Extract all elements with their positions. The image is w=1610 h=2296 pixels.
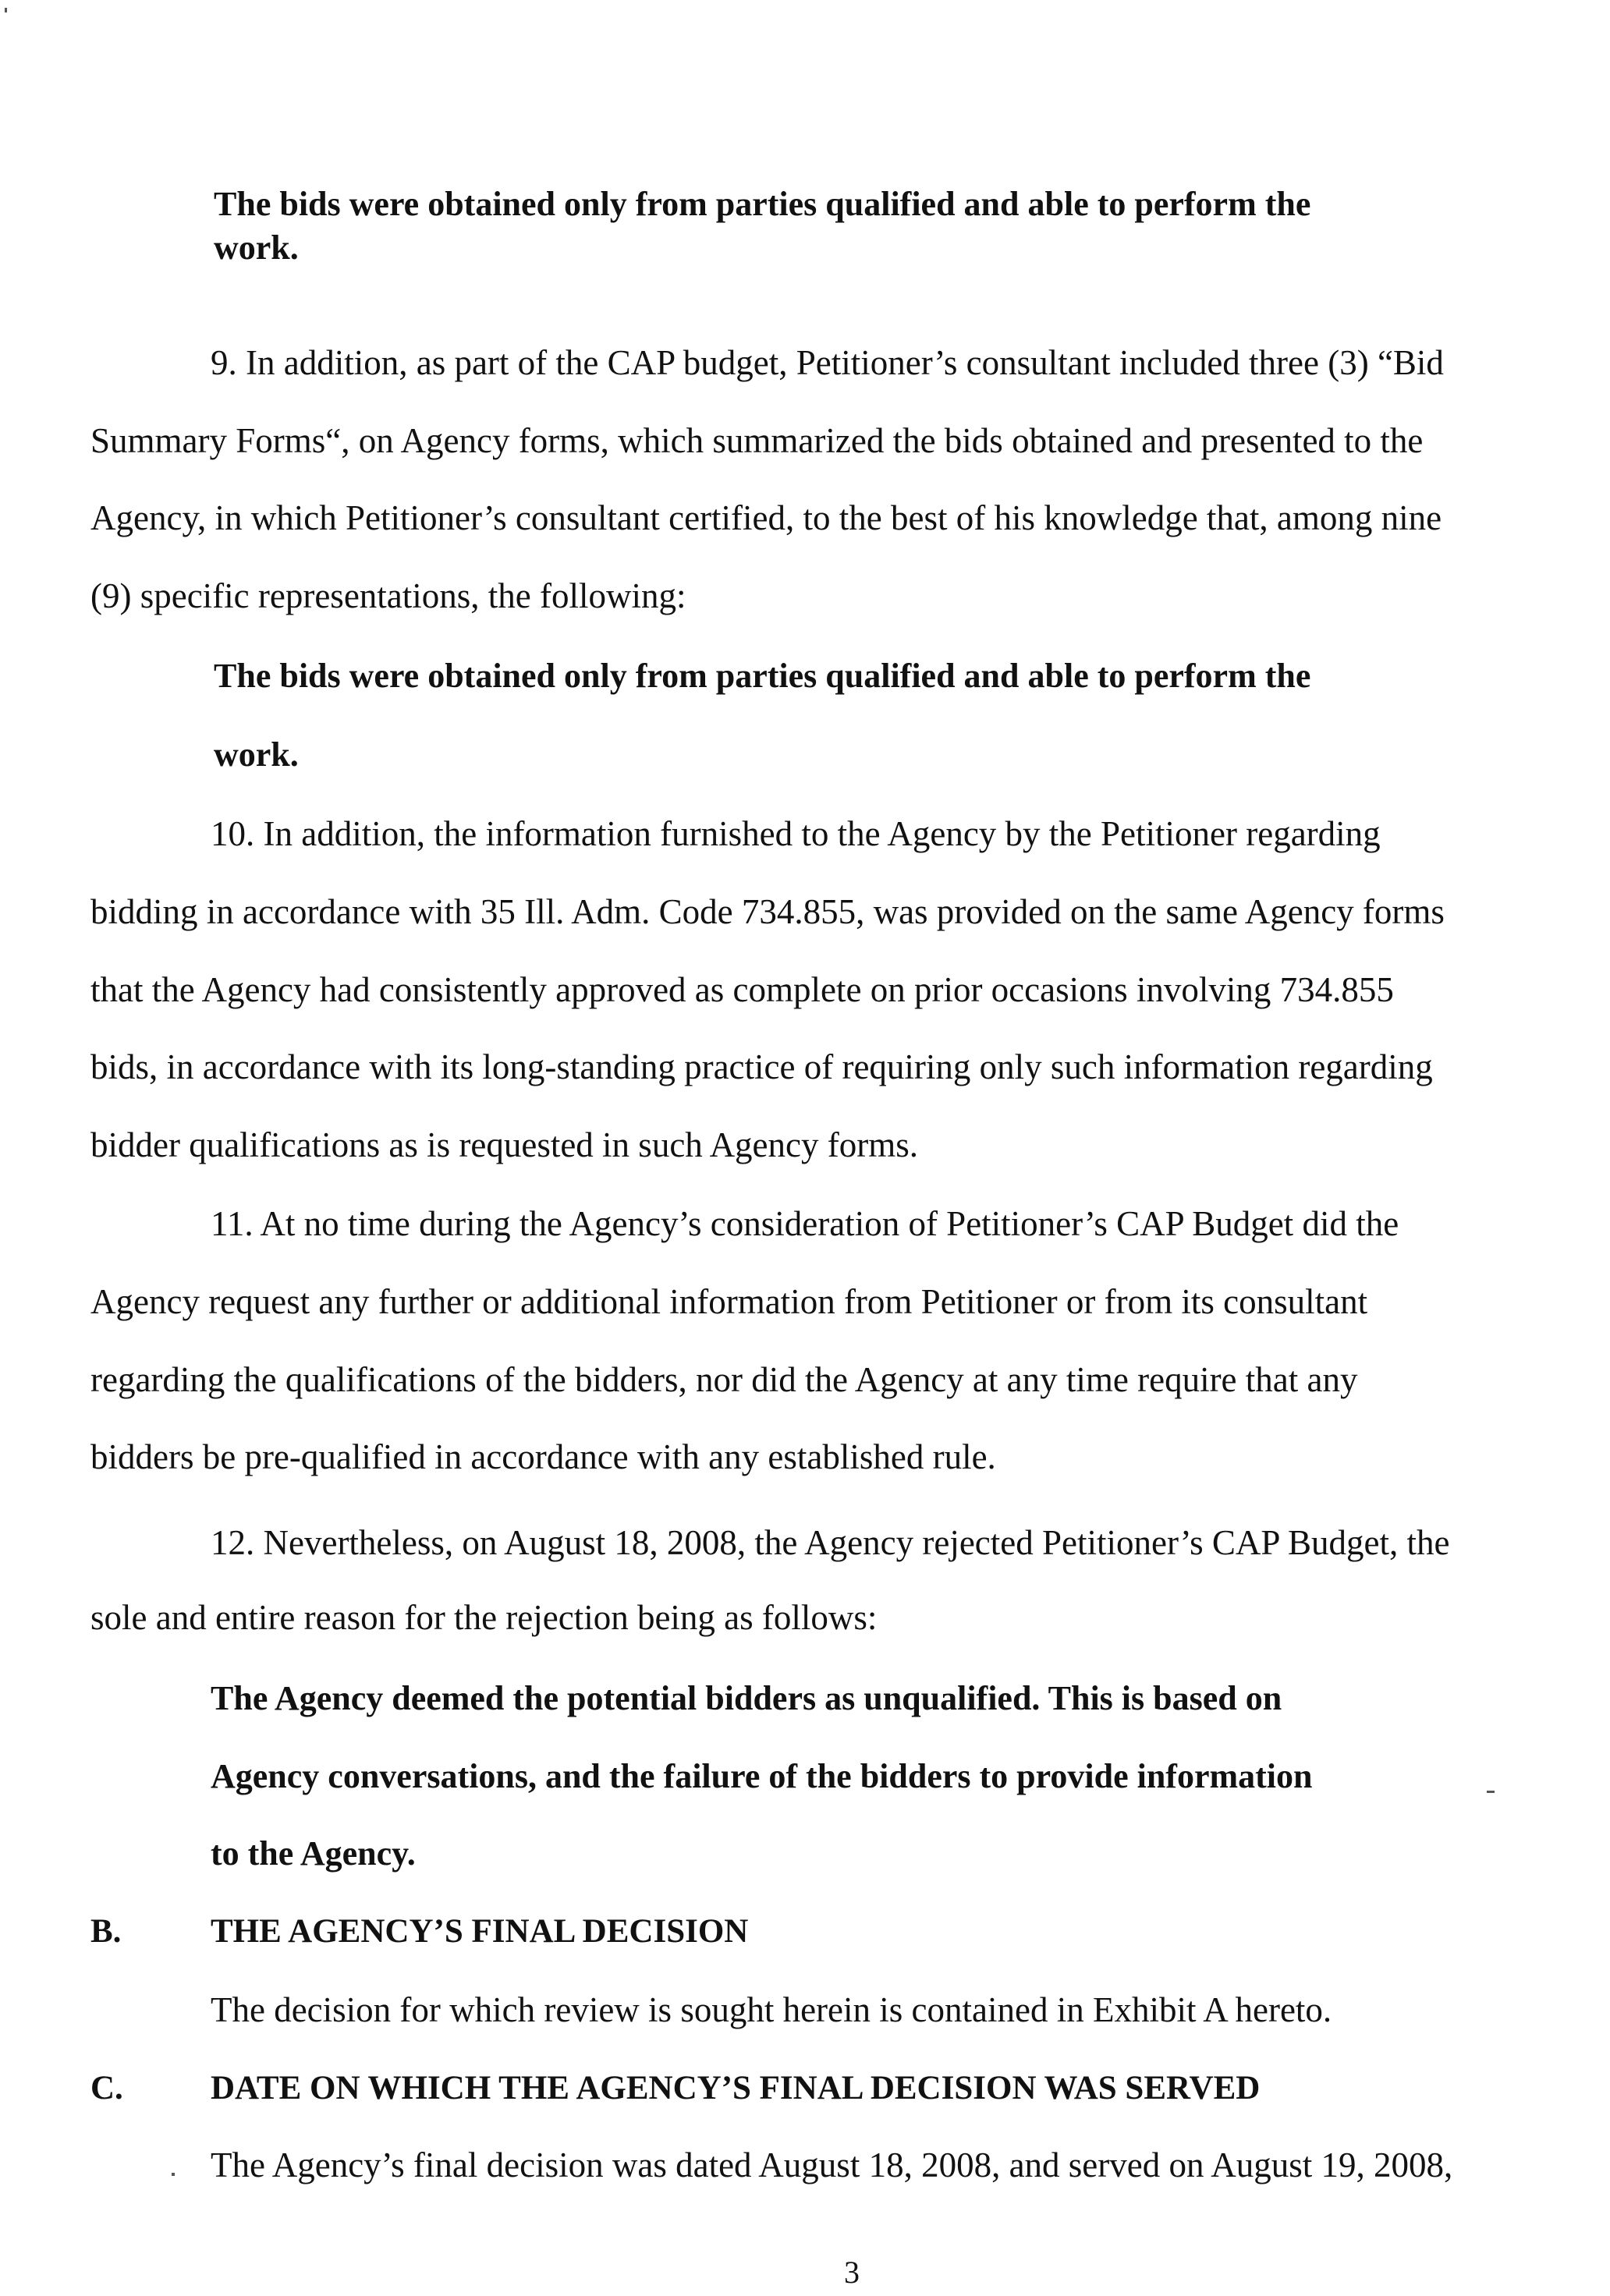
paragraph-11-line-2: Agency request any further or additional information from Petitioner or from its consultant [90, 1282, 1368, 1321]
paragraph-11-line-3: regarding the qualifications of the bidders, nor did the Agency at any time require that any [90, 1360, 1358, 1399]
quote-3-line-1: The Agency deemed the potential bidders as unqualified. This is based on [211, 1679, 1282, 1717]
scan-speck [5, 8, 7, 12]
quote-3-line-3: to the Agency. [211, 1834, 416, 1873]
section-b-heading: THE AGENCY’S FINAL DECISION [211, 1913, 749, 1950]
scan-speck [172, 2173, 175, 2176]
scan-speck [1487, 1791, 1495, 1793]
paragraph-10-line-3: that the Agency had consistently approved as complete on prior occasions involving 734.855 [90, 970, 1394, 1009]
quote-2-line-2: work. [214, 735, 299, 774]
paragraph-9-line-4: (9) specific representations, the following: [90, 576, 686, 615]
paragraph-10-line-1: 10. In addition, the information furnished to the Agency by the Petitioner regarding [211, 814, 1381, 853]
paragraph-11-line-4: bidders be pre-qualified in accordance with any established rule. [90, 1437, 996, 1476]
paragraph-12-line-2: sole and entire reason for the rejection being as follows: [90, 1598, 878, 1637]
quote-1-line-2: work. [214, 229, 299, 267]
section-c-heading: DATE ON WHICH THE AGENCY’S FINAL DECISION WAS SERVED [211, 2070, 1261, 2106]
section-c-body: The Agency’s final decision was dated August 18, 2008, and served on August 19, 2008, [211, 2145, 1453, 2184]
paragraph-10-line-2: bidding in accordance with 35 Ill. Adm. Code 734.855, was provided on the same Agency forms [90, 892, 1445, 931]
paragraph-10-line-5: bidder qualifications as is requested in such Agency forms. [90, 1125, 918, 1164]
paragraph-12-line-1: 12. Nevertheless, on August 18, 2008, the Agency rejected Petitioner’s CAP Budget, the [211, 1523, 1450, 1562]
paragraph-9-line-2: Summary Forms“, on Agency forms, which summarized the bids obtained and presented to the [90, 421, 1424, 460]
paragraph-9-line-3: Agency, in which Petitioner’s consultant certified, to the best of his knowledge that, among nine [90, 498, 1442, 537]
paragraph-9-line-1: 9. In addition, as part of the CAP budget, Petitioner’s consultant included three (3) “Bid [211, 343, 1444, 382]
page-number: 3 [844, 2255, 860, 2290]
quote-3-line-2: Agency conversations, and the failure of the bidders to provide information [211, 1757, 1313, 1795]
section-b-letter: B. [90, 1913, 122, 1950]
paragraph-10-line-4: bids, in accordance with its long-standing practice of requiring only such information regarding [90, 1047, 1433, 1086]
section-c-letter: C. [90, 2070, 123, 2106]
paragraph-11-line-1: 11. At no time during the Agency’s consideration of Petitioner’s CAP Budget did the [211, 1204, 1399, 1243]
quote-1-line-1: The bids were obtained only from parties qualified and able to perform the [214, 185, 1311, 223]
section-b-body: The decision for which review is sought herein is contained in Exhibit A hereto. [211, 1990, 1332, 2029]
quote-2-line-1: The bids were obtained only from parties qualified and able to perform the [214, 657, 1311, 695]
